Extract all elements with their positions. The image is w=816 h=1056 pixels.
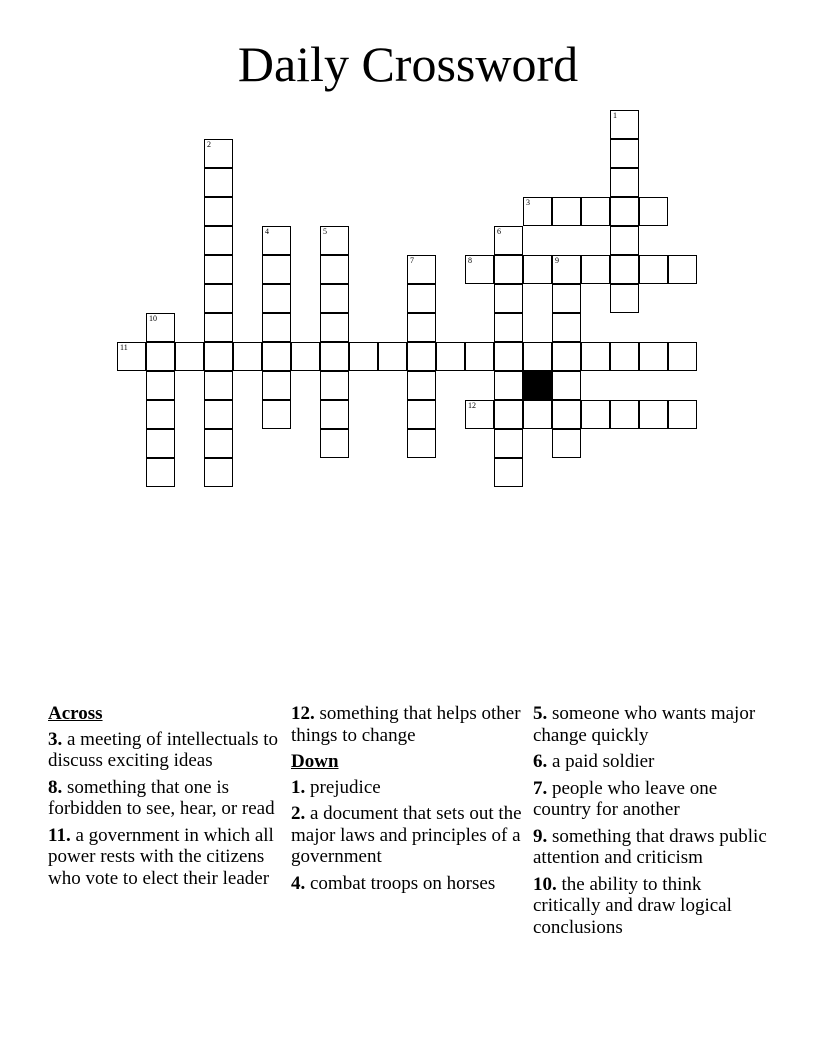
clue-text: someone who wants major change quickly [533, 703, 756, 746]
grid-cell[interactable] [175, 342, 204, 371]
grid-cell[interactable] [204, 313, 233, 342]
grid-cell[interactable] [407, 313, 436, 342]
clue-number: 4. [291, 872, 306, 894]
grid-cell[interactable] [407, 284, 436, 313]
grid-cell[interactable] [668, 342, 697, 371]
clue-down-5[interactable] [533, 703, 769, 746]
grid-cell[interactable] [146, 342, 175, 371]
grid-cell[interactable] [320, 371, 349, 400]
clue-across-8[interactable] [48, 777, 284, 820]
grid-cell[interactable] [494, 284, 523, 313]
clue-number: 7. [533, 777, 548, 799]
cell-number: 7 [410, 256, 414, 265]
grid-cell[interactable] [494, 255, 523, 284]
cell-number: 9 [555, 256, 559, 265]
clue-text: people who leave one country for another [533, 777, 718, 820]
grid-cell[interactable] [494, 313, 523, 342]
grid-cell[interactable] [639, 342, 668, 371]
clue-number: 1. [291, 776, 306, 798]
grid-cell[interactable] [320, 429, 349, 458]
cell-number: 10 [149, 314, 157, 323]
clue-text: combat troops on horses [310, 872, 496, 894]
grid-cell[interactable] [204, 342, 233, 371]
grid-cell[interactable] [204, 284, 233, 313]
clues-column-1 [48, 703, 284, 894]
clue-down-6[interactable] [533, 751, 769, 773]
clue-across-12[interactable] [291, 703, 527, 746]
grid-cell[interactable] [204, 458, 233, 487]
grid-cell[interactable] [262, 255, 291, 284]
grid-cell[interactable] [320, 284, 349, 313]
clue-down-7[interactable] [533, 778, 769, 821]
grid-cell[interactable] [610, 168, 639, 197]
clue-across-11[interactable] [48, 825, 284, 890]
clue-text: a government in which all power rests with the citizens who vote to elect their leader [48, 824, 274, 889]
clue-number: 3. [48, 728, 63, 750]
clue-number: 10. [533, 873, 557, 895]
grid-cell[interactable] [610, 284, 639, 313]
grid-cell[interactable] [610, 226, 639, 255]
grid-cell[interactable] [552, 197, 581, 226]
clue-text: a meeting of intellectuals to discuss exciting ideas [48, 728, 279, 771]
page-title: Daily Crossword [237, 36, 579, 92]
grid-cell[interactable] [639, 400, 668, 429]
grid-cell[interactable] [610, 139, 639, 168]
grid-cell[interactable] [378, 342, 407, 371]
grid-cell[interactable] [320, 255, 349, 284]
clue-number: 8. [48, 776, 63, 798]
grid-cell[interactable] [204, 429, 233, 458]
grid-cell[interactable] [552, 371, 581, 400]
grid-cell[interactable] [523, 197, 552, 226]
grid-cell[interactable] [639, 197, 668, 226]
clue-text: the ability to think critically and draw logical conclusions [533, 873, 732, 938]
clues-column-2 [291, 703, 527, 899]
clue-text: a paid soldier [552, 751, 655, 772]
clues-column-3 [533, 703, 769, 943]
grid-cell[interactable] [465, 255, 494, 284]
grid-cell[interactable] [262, 371, 291, 400]
black-cell [523, 371, 552, 400]
clue-text: a document that sets out the major laws and principles of a government [291, 803, 522, 867]
grid-cell[interactable] [204, 255, 233, 284]
clue-text: something that helps other things to change [291, 703, 521, 746]
cell-number: 6 [497, 227, 501, 236]
grid-cell[interactable] [436, 342, 465, 371]
clue-number: 2. [291, 803, 306, 824]
grid-cell[interactable] [204, 400, 233, 429]
grid-cell[interactable] [552, 400, 581, 429]
cell-number: 2 [207, 140, 211, 149]
grid-cell[interactable] [552, 284, 581, 313]
grid-cell[interactable] [523, 400, 552, 429]
clue-down-4[interactable] [291, 873, 527, 895]
grid-cell[interactable] [668, 255, 697, 284]
grid-cell[interactable] [407, 400, 436, 429]
grid-cell[interactable] [204, 371, 233, 400]
grid-cell[interactable] [494, 371, 523, 400]
grid-cell[interactable] [581, 400, 610, 429]
grid-cell[interactable] [581, 197, 610, 226]
clue-text: prejudice [310, 776, 381, 798]
grid-cell[interactable] [465, 400, 494, 429]
grid-cell[interactable] [639, 255, 668, 284]
grid-cell[interactable] [610, 400, 639, 429]
grid-cell[interactable] [204, 197, 233, 226]
grid-cell[interactable] [668, 400, 697, 429]
grid-cell[interactable] [204, 168, 233, 197]
grid-cell[interactable] [523, 342, 552, 371]
grid-cell[interactable] [581, 255, 610, 284]
grid-cell[interactable] [552, 429, 581, 458]
grid-cell[interactable] [552, 255, 581, 284]
clue-across-3[interactable] [48, 729, 284, 772]
clue-number: 5. [533, 703, 548, 724]
grid-cell[interactable] [552, 342, 581, 371]
cell-number: 3 [526, 198, 530, 207]
cell-number: 1 [613, 111, 617, 120]
grid-cell[interactable] [465, 342, 494, 371]
clue-down-1[interactable] [291, 777, 527, 799]
grid-cell[interactable] [610, 342, 639, 371]
grid-cell[interactable] [552, 313, 581, 342]
grid-cell[interactable] [320, 313, 349, 342]
cell-number: 12 [468, 401, 476, 410]
grid-cell[interactable] [291, 342, 320, 371]
cell-number: 11 [120, 343, 128, 352]
grid-cell[interactable] [523, 255, 552, 284]
grid-cell[interactable] [204, 226, 233, 255]
clue-down-9[interactable] [533, 826, 769, 869]
clue-text: something that draws public attention and criticism [533, 825, 767, 868]
clue-down-2[interactable] [291, 803, 527, 868]
grid-cell[interactable] [610, 110, 639, 139]
grid-cell[interactable] [610, 197, 639, 226]
grid-cell[interactable] [320, 400, 349, 429]
clue-number: 6. [533, 751, 548, 772]
grid-cell[interactable] [262, 313, 291, 342]
grid-cell[interactable] [494, 429, 523, 458]
grid-cell[interactable] [262, 284, 291, 313]
grid-cell[interactable] [581, 342, 610, 371]
grid-cell[interactable] [262, 342, 291, 371]
grid-cell[interactable] [262, 400, 291, 429]
grid-cell[interactable] [146, 429, 175, 458]
grid-cell[interactable] [320, 342, 349, 371]
grid-cell[interactable] [407, 342, 436, 371]
grid-cell[interactable] [494, 458, 523, 487]
clue-number: 9. [533, 825, 548, 847]
across-heading: Across [48, 703, 103, 724]
grid-cell[interactable] [117, 342, 146, 371]
grid-cell[interactable] [146, 400, 175, 429]
grid-cell[interactable] [146, 371, 175, 400]
grid-cell[interactable] [494, 226, 523, 255]
grid-cell[interactable] [204, 139, 233, 168]
grid-cell[interactable] [146, 458, 175, 487]
grid-cell[interactable] [262, 226, 291, 255]
grid-cell[interactable] [407, 255, 436, 284]
cell-number: 4 [265, 227, 269, 236]
cell-number: 5 [323, 227, 327, 236]
grid-cell[interactable] [233, 342, 262, 371]
grid-cell[interactable] [407, 371, 436, 400]
grid-cell[interactable] [146, 313, 175, 342]
grid-cell[interactable] [494, 400, 523, 429]
clue-number: 12. [291, 703, 315, 724]
grid-cell[interactable] [349, 342, 378, 371]
down-heading: Down [291, 751, 339, 772]
cell-number: 8 [468, 256, 472, 265]
grid-cell[interactable] [494, 342, 523, 371]
clue-number: 11. [48, 824, 71, 846]
grid-cell[interactable] [320, 226, 349, 255]
grid-cell[interactable] [610, 255, 639, 284]
grid-cell[interactable] [407, 429, 436, 458]
clue-text: something that one is forbidden to see, hear, or read [48, 776, 275, 819]
clue-down-10[interactable] [533, 874, 769, 939]
